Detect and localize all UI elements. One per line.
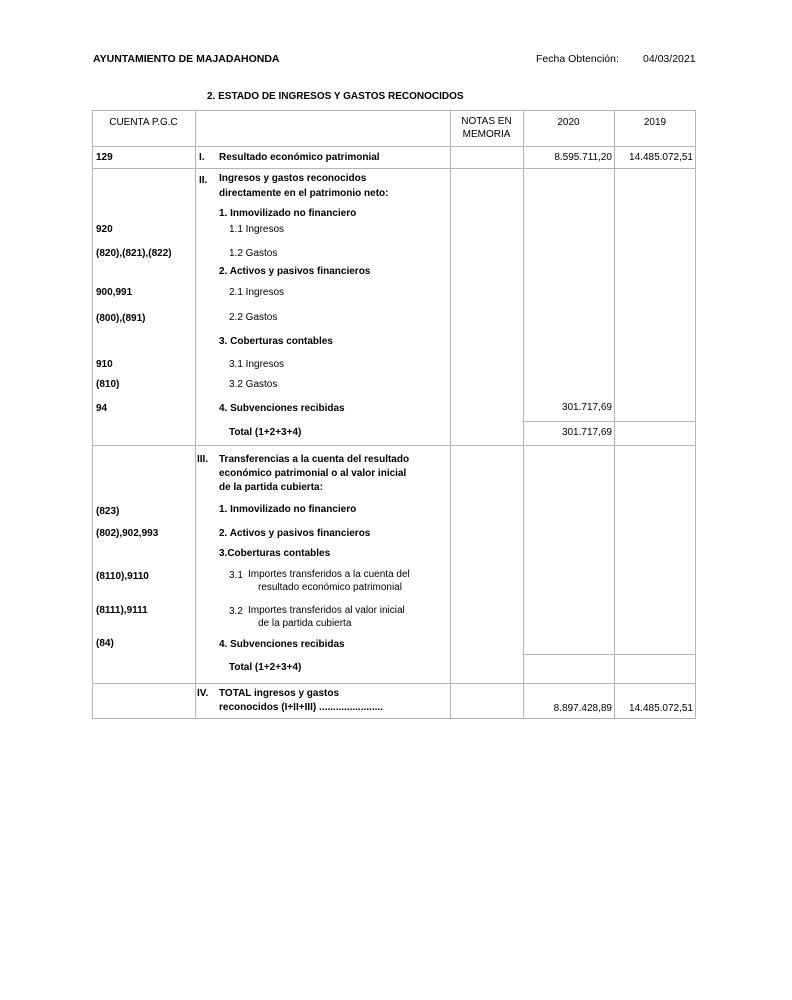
row-iii-s3-2-label-2: de la partida cubierta [258,618,352,629]
row-iii-s3-1-label-2: resultado económico patrimonial [258,582,402,593]
row-ii-s1-2-label: 1.2 Gastos [229,248,278,259]
row-sep-iii [92,683,696,684]
row-ii-s3-1-label: 3.1 Ingresos [229,359,285,370]
row-iii-s1-cuenta: (823) [96,506,120,517]
row-iii-s3-2-num: 3.2 [229,606,243,617]
row-ii-s2-1-cuenta: 900,991 [96,287,133,298]
row-iv-2020: 8.897.428,89 [553,703,612,714]
row-ii-s1-2-cuenta: (820),(821),(822) [96,248,172,259]
row-ii-roman: II. [199,175,208,186]
row-ii-s2: 2. Activos y pasivos financieros [219,266,371,277]
row-ii-s3-2-label: 3.2 Gastos [229,379,278,390]
row-iii-s3-1-label-1: Importes transferidos a la cuenta del [248,569,410,580]
row-ii-s3-1-cuenta: 910 [96,359,113,370]
row-ii-label-2: directamente en el patrimonio neto: [219,188,389,199]
row-iv-2019: 14.485.072,51 [629,703,693,714]
col-sep-2019 [614,110,615,719]
row-iii-s3-1-cuenta: (8110),9110 [96,571,149,582]
row-iv-roman: IV. [197,688,209,699]
row-iii-s3-2-cuenta: (8111),9111 [96,605,148,616]
row-iii-label-2: económico patrimonial o al valor inicial [219,468,407,479]
row-ii-s1-1-label: 1.1 Ingresos [229,224,285,235]
row-ii-total-label: Total (1+2+3+4) [229,427,302,438]
row-iii-s3-1-num: 3.1 [229,570,243,581]
statement-table [92,110,696,719]
row-iii-s3: 3.Coberturas contables [219,548,331,559]
row-iv-label-2: reconocidos (I+II+III) ....................... [219,702,383,713]
organization-name: AYUNTAMIENTO DE MAJADAHONDA [93,53,280,65]
table-border-top [92,110,696,111]
row-i-roman: I. [199,152,205,163]
row-ii-s2-2-cuenta: (800),(891) [96,313,146,324]
col-sep-cuenta [195,110,196,719]
table-border-right [695,110,696,719]
row-iii-label-3: de la partida cubierta: [219,482,323,493]
row-iii-s2-cuenta: (802),902,993 [96,528,159,539]
row-sep-i [92,168,696,169]
statement-title: 2. ESTADO DE INGRESOS Y GASTOS RECONOCIDOS [207,91,464,102]
col-header-notas-2: MEMORIA [462,129,511,140]
row-ii-total-2020: 301.717,69 [561,427,612,438]
row-i-label: Resultado económico patrimonial [219,152,380,163]
col-header-cuenta: CUENTA P.G.C [109,117,178,128]
row-ii-s1-1-cuenta: 920 [96,224,113,235]
table-border-bottom [92,718,696,719]
row-ii-s3-2-cuenta: (810) [96,379,120,390]
col-header-notas-1: NOTAS EN [461,116,512,127]
row-iii-s4-cuenta: (84) [96,638,114,649]
row-iv-label-1: TOTAL ingresos y gastos [219,688,340,699]
row-iii-s1-label: 1. Inmovilizado no financiero [219,504,357,515]
table-border-left [92,110,93,719]
row-ii-label-1: Ingresos y gastos reconocidos [219,173,367,184]
col-header-2019: 2019 [643,117,667,128]
row-ii-s2-1-label: 2.1 Ingresos [229,287,285,298]
row-iii-label-1: Transferencias a la cuenta del resultado [219,454,410,465]
row-iii-roman: III. [197,454,209,465]
row-ii-s2-2-label: 2.2 Gastos [229,312,278,323]
row-ii-s3: 3. Coberturas contables [219,336,333,347]
row-iii-total-label: Total (1+2+3+4) [229,662,302,673]
row-sep-iii-total [523,654,695,655]
col-sep-notas [450,110,451,719]
row-i-2019: 14.485.072,51 [629,152,693,163]
row-i-2020: 8.595.711,20 [554,152,612,163]
row-sep-ii [92,445,696,446]
date-value: 04/03/2021 [643,53,696,65]
row-ii-s4-label: 4. Subvenciones recibidas [219,403,345,414]
row-iii-s3-2-label-1: Importes transferidos al valor inicial [248,605,405,616]
row-ii-s4-cuenta: 94 [96,403,108,414]
date-label: Fecha Obtención: [536,53,619,65]
row-i-cuenta: 129 [96,152,113,163]
row-ii-s4-2020: 301.717,69 [561,402,612,413]
col-header-2020: 2020 [557,117,580,128]
row-iii-s4-label: 4. Subvenciones recibidas [219,639,345,650]
row-sep-header [92,146,696,147]
row-sep-ii-total [523,421,695,422]
row-iii-s2-label: 2. Activos y pasivos financieros [219,528,371,539]
row-ii-s1: 1. Inmovilizado no financiero [219,208,357,219]
